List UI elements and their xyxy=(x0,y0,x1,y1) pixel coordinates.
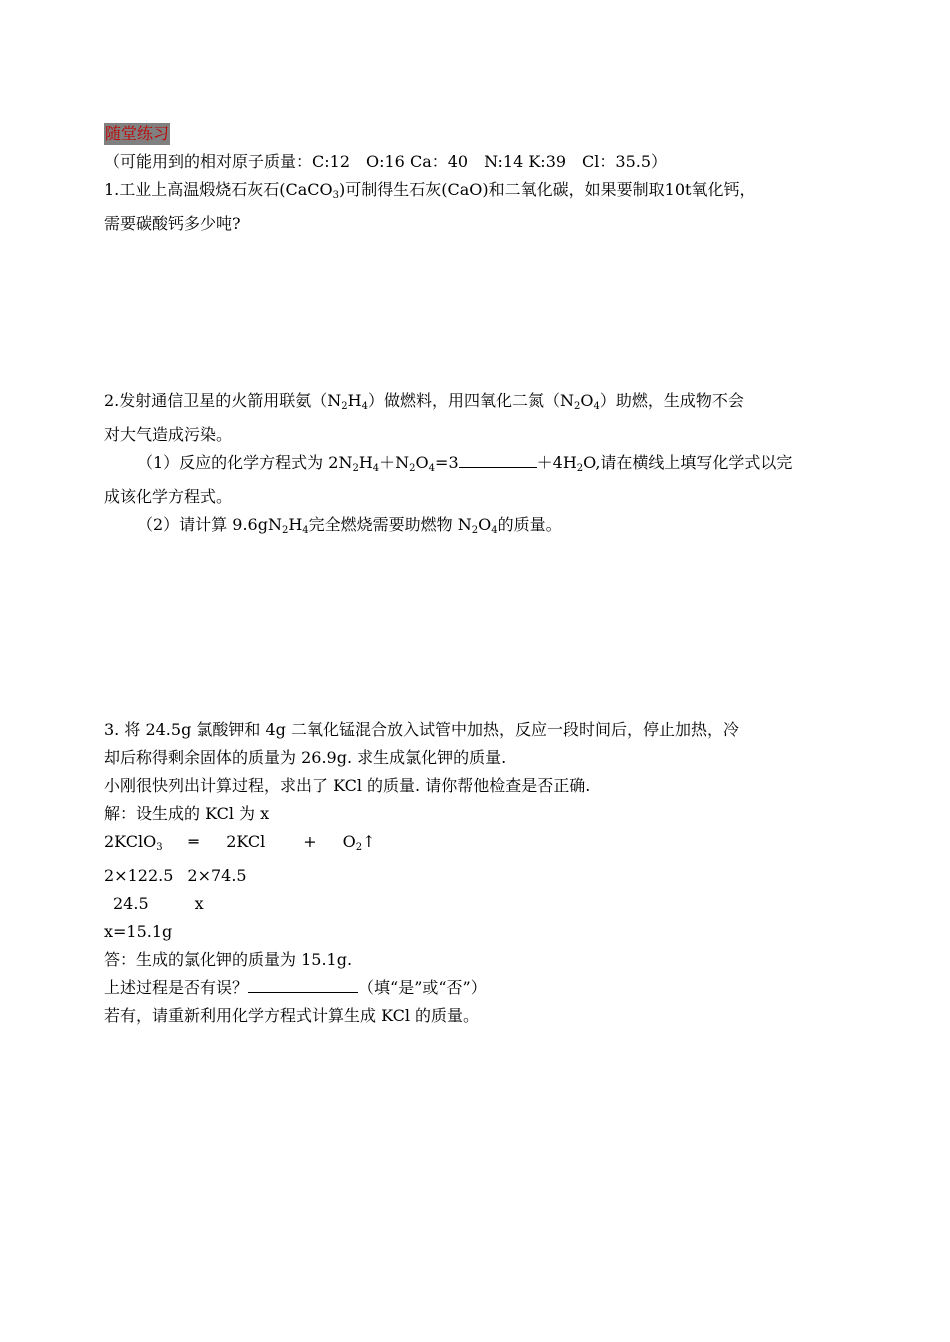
q3-result: x=15.1g xyxy=(104,922,173,941)
atomic-masses-note: （可能用到的相对原子质量：C:12 O:16 Ca：40 N:14 K:39 Cl：35.5） xyxy=(104,152,668,171)
q1-line1: 1.工业上高温煅烧石灰石(CaCO$_3$)可制得生石灰(CaO)和二氧化碳，如果要制取10t氧化钙， xyxy=(104,180,756,201)
q2-part1-line2: 成该化学方程式。 xyxy=(104,487,233,506)
q2-answer-space[interactable] xyxy=(104,545,864,716)
q2-part2: （2）请计算 $9.6gN_2H_4$完全燃烧需要助燃物 $N_2O_4$的质量。 xyxy=(137,515,562,536)
q3-check-question: 上述过程是否有误？ （填“是”或“否”） xyxy=(104,978,487,997)
section-title-line xyxy=(104,120,864,148)
q3-line2: 却后称得剩余固体的质量为 26.9g. 求生成氯化钾的质量. xyxy=(104,748,507,767)
q3-equation: 2KClO$_3$ ═ $2KCl + O_2↑$ xyxy=(104,832,376,853)
q3-given-values: 24.5 x xyxy=(113,894,204,913)
q3-answer: 答：生成的氯化钾的质量为 15.1g. xyxy=(104,950,353,969)
q1-answer-space[interactable] xyxy=(104,238,864,387)
section-title: 随堂练习 xyxy=(105,124,170,143)
yes-no-blank[interactable] xyxy=(248,976,358,993)
q2-line2: 对大气造成污染。 xyxy=(104,425,233,444)
q3-molar-masses: 2×122.5 2×74.5 xyxy=(104,866,247,885)
formula-blank[interactable] xyxy=(459,451,537,468)
q2-line1: 2.发射通信卫星的火箭用联氨$(N_2H_4)$做燃料，用四氧化二氮$(N_2O_4)$助燃，生成物不会 xyxy=(104,391,744,412)
exercise-page xyxy=(104,120,864,1030)
q3-last-instruction: 若有，请重新利用化学方程式计算生成 KCl 的质量。 xyxy=(104,1006,480,1025)
q3-solution-setup: 解：设生成的 KCl 为 x xyxy=(104,804,270,823)
q2-part1-line1: （1）反应的化学方程式为 $2N_2H_4+N_2O_4=3 +4H_2O$,请在横线上填写化学式以完 xyxy=(137,453,793,474)
q3-line1: 3. 将 24.5g 氯酸钾和 4g 二氧化锰混合放入试管中加热，反应一段时间后，停止加热，冷 xyxy=(104,720,739,739)
q1-line2: 需要碳酸钙多少吨? xyxy=(104,214,241,233)
q3-line3: 小刚很快列出计算过程，求出了 KCl 的质量. 请你帮他检查是否正确. xyxy=(104,776,591,795)
